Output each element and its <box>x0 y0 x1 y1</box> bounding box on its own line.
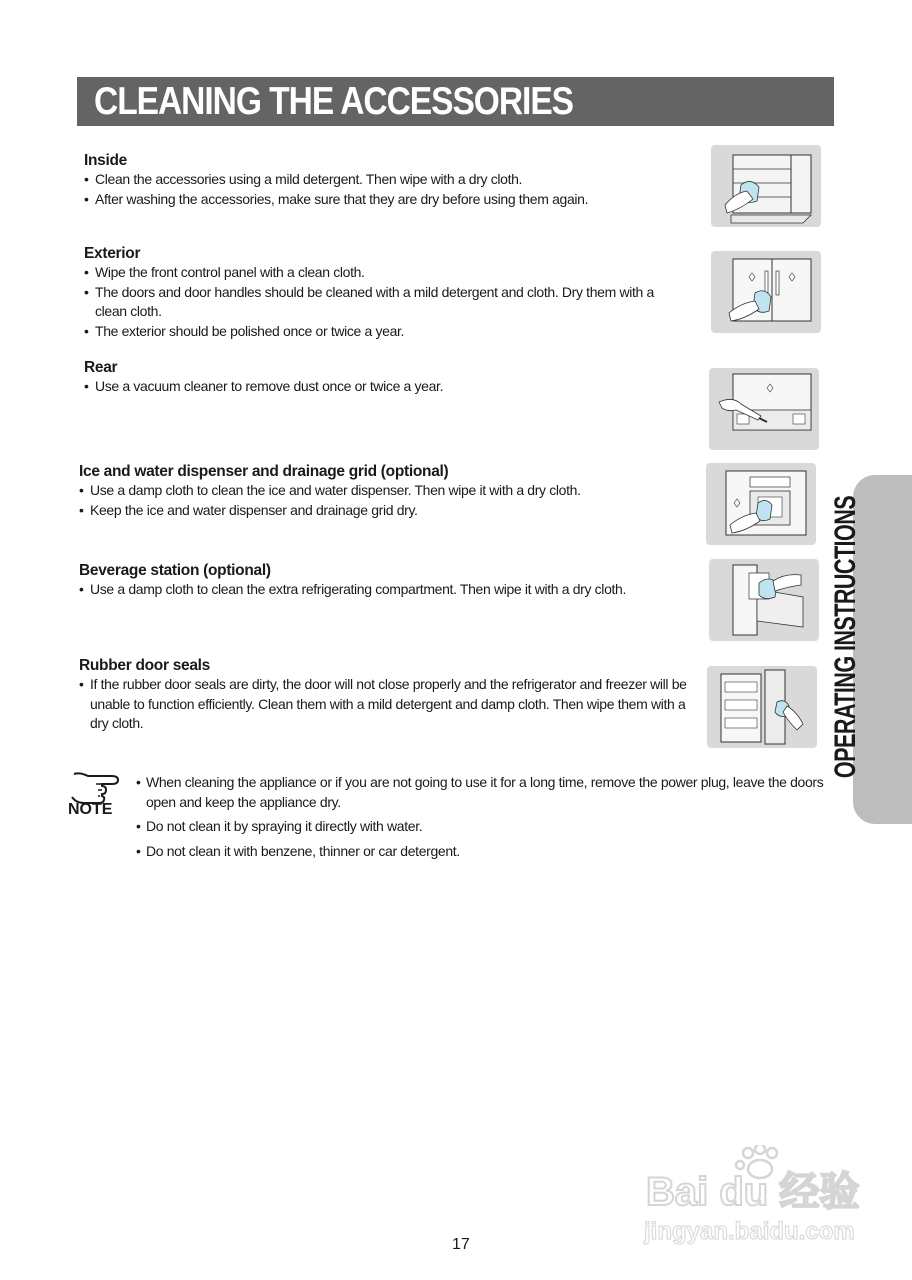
watermark-url: jingyan.baidu.com <box>644 1218 855 1245</box>
bullet-item: • After washing the accessories, make sure that they are dry before using them again. <box>84 190 694 210</box>
bullet-item: • Keep the ice and water dispenser and drainage grid dry. <box>79 501 689 521</box>
inside-cleaning-illustration <box>711 145 821 227</box>
section-heading: Ice and water dispenser and drainage grid (optional) <box>79 463 449 480</box>
title-bar <box>77 77 834 126</box>
page-number: 17 <box>452 1236 470 1253</box>
section-heading: Exterior <box>84 245 141 262</box>
bullet-item: • The exterior should be polished once or twice a year. <box>84 322 684 342</box>
note-label: NOTE <box>68 801 113 818</box>
bullet-item: • Clean the accessories using a mild detergent. Then wipe with a dry cloth. <box>84 170 694 190</box>
page-title: CLEANING THE ACCESSORIES <box>94 80 574 123</box>
section-heading: Rubber door seals <box>79 657 210 674</box>
section-heading: Inside <box>84 152 127 169</box>
section-rear <box>84 358 684 397</box>
exterior-cleaning-illustration <box>711 251 821 333</box>
section-beverage-station <box>79 561 689 600</box>
section-inside <box>84 151 694 209</box>
section-dispenser <box>79 462 689 520</box>
note-bullet: • Do not clean it by spraying it directly with water. <box>136 817 826 837</box>
door-seals-illustration <box>707 666 817 748</box>
section-exterior <box>84 244 684 341</box>
note-bullet: • Do not clean it with benzene, thinner or car detergent. <box>136 842 826 862</box>
bullet-item: • Wipe the front control panel with a clean cloth. <box>84 263 684 283</box>
beverage-station-illustration <box>709 559 819 641</box>
section-heading: Beverage station (optional) <box>79 562 271 579</box>
bullet-item: • If the rubber door seals are dirty, the door will not close properly and the refrigerator and freezer will be unable to function efficiently. Clean them with a mild detergent and damp cloth. Then wipe them with a dry cloth. <box>79 675 694 734</box>
watermark-brand: Bai du 经验 <box>646 1170 860 1214</box>
bullet-item: • Use a damp cloth to clean the ice and water dispenser. Then wipe it with a dry cloth. <box>79 481 689 501</box>
section-heading: Rear <box>84 359 118 376</box>
bullet-item: • The doors and door handles should be cleaned with a mild detergent and cloth. Dry them with a clean cloth. <box>84 283 684 322</box>
bullet-item: • Use a vacuum cleaner to remove dust once or twice a year. <box>84 377 684 397</box>
section-door-seals <box>79 656 694 734</box>
bullet-item: • Use a damp cloth to clean the extra refrigerating compartment. Then wipe it with a dry cloth. <box>79 580 689 600</box>
baidu-watermark <box>640 1145 870 1245</box>
note-list <box>136 773 826 866</box>
side-tab-label: OPERATING INSTRUCTIONS <box>829 495 862 779</box>
rear-vacuum-illustration <box>709 368 819 450</box>
note-bullet: • When cleaning the appliance or if you are not going to use it for a long time, remove the power plug, leave the doors open and keep the appliance dry. <box>136 773 826 812</box>
dispenser-cleaning-illustration <box>706 463 816 545</box>
